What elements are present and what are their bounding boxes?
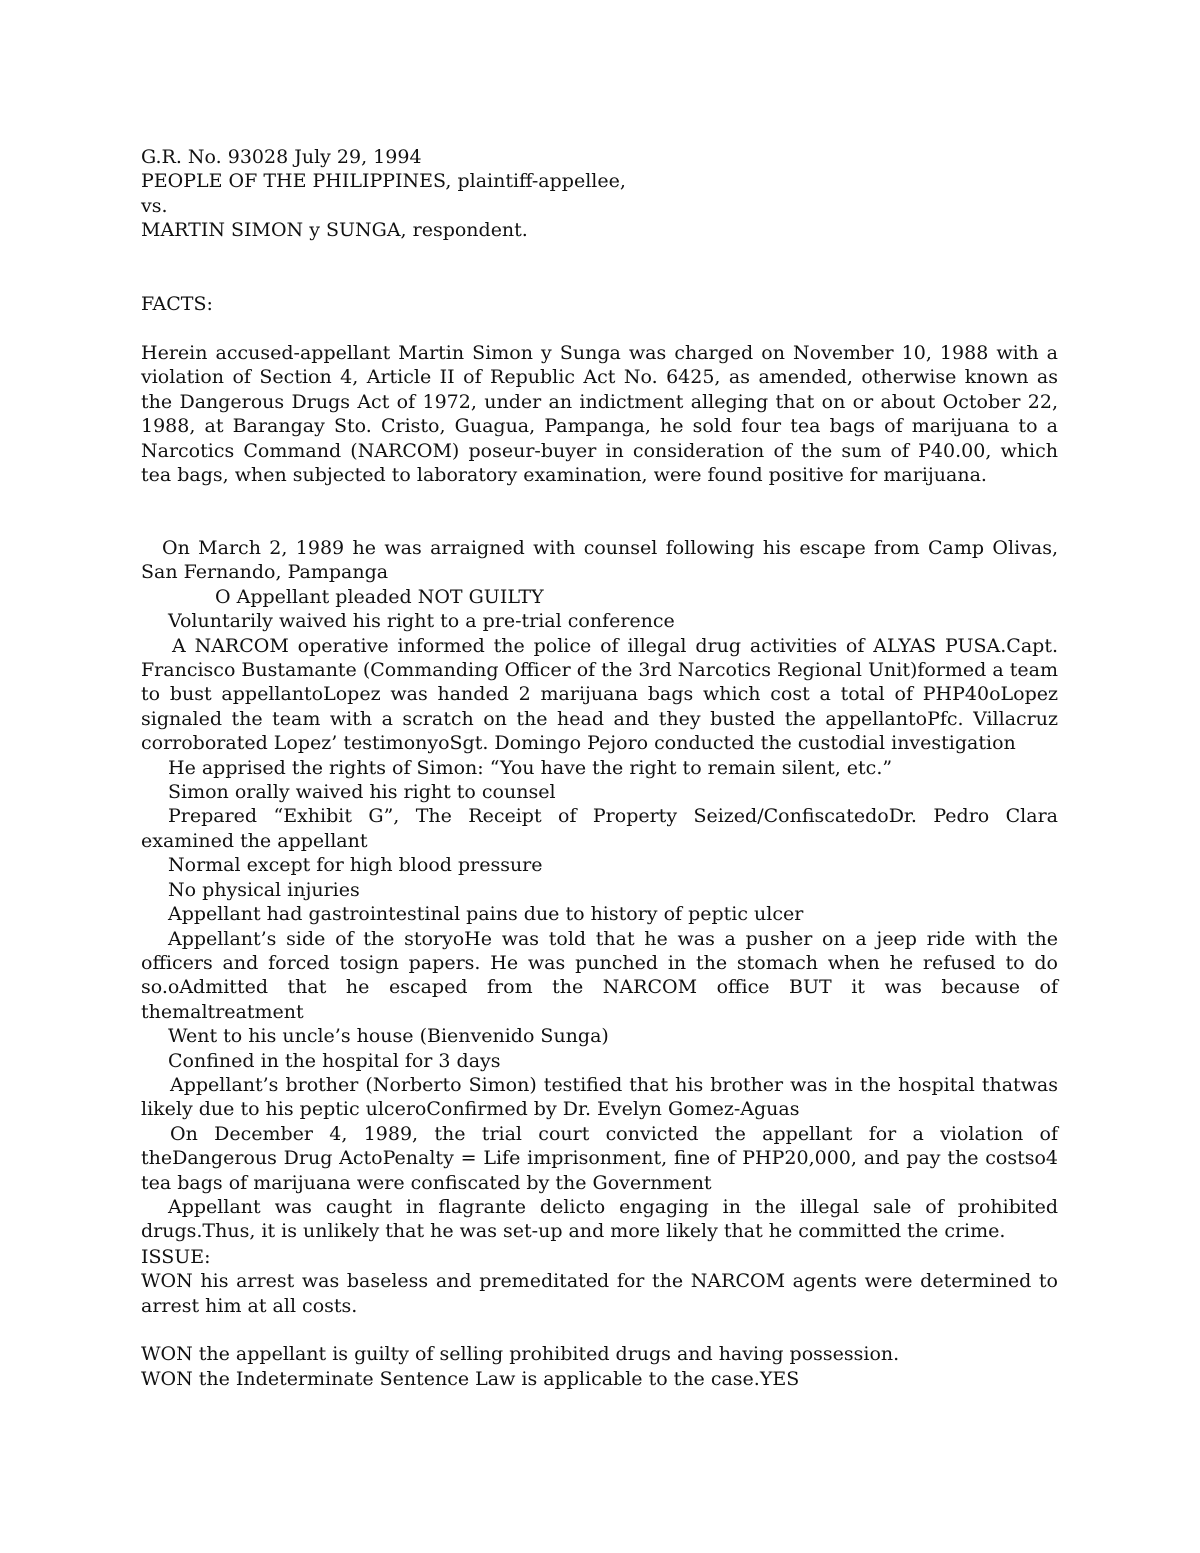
note-item: Appellant was caught in flagrante delicto engaging in the illegal sale of prohibited drugs.Thus, it is unlikely that he was set-up and more likely that he committed the crime.: [141, 1195, 1058, 1243]
respondent-line: MARTIN SIMON y SUNGA, respondent.: [141, 219, 528, 242]
note-item: Prepared “Exhibit G”, The Receipt of Property Seized/ConfiscatedoDr. Pedro Clara examined the appellant: [141, 805, 1058, 852]
note-item: Confined in the hospital for 3 days: [168, 1049, 501, 1072]
notes-section: [141, 536, 1058, 1244]
facts-paragraph: Herein accused-appellant Martin Simon y Sunga was charged on November 10, 1988 with a violation of Section 4, Article II of Republic Act No. 6425, as amended, otherwise known as the Dangerous Drugs Act of 1972, under an indictment alleging that on or about October 22, 1988, at Barangay Sto. Cristo, Guagua, Pampanga, he sold four tea bags of marijuana to a Narcotics Command (NARCOM) poseur-buyer in consideration of the sum of P40.00, which tea bags, when subjected to laboratory examination, were found positive for marijuana.: [141, 342, 1058, 487]
plaintiff-line: PEOPLE OF THE PHILIPPINES, plaintiff-appellee,: [141, 170, 626, 193]
note-item: A NARCOM operative informed the police of illegal drug activities of ALYAS PUSA.Capt. Francisco Bustamante (Commanding Officer of the 3rd Narcotics Regional Unit)formed a team to bust appellantoLopez was handed 2 marijuana bags which cost a total of PHP40oLopez signaled the team with a scratch on the head and they busted the appellantoPfc. Villacruz corroborated Lopez’ testimonyoSgt. Domingo Pejoro conducted the custodial investigation: [141, 634, 1058, 755]
note-item: Appellant’s brother (Norberto Simon) testified that his brother was in the hospital thatwas likely due to his peptic ulceroConfirmed by Dr. Evelyn Gomez-Aguas: [141, 1073, 1058, 1121]
issue-item: WON the appellant is guilty of selling prohibited drugs and having possession.: [141, 1343, 900, 1366]
facts-heading-block: [141, 292, 1058, 316]
versus-line: vs.: [141, 194, 168, 217]
case-header: [141, 145, 1058, 243]
note-item: No physical injuries: [168, 878, 360, 901]
note-item: He apprised the rights of Simon: “You have the right to remain silent, etc.”: [168, 756, 893, 779]
issue-item: WON his arrest was baseless and premeditated for the NARCOM agents were determined to arrest him at all costs.: [141, 1270, 1058, 1317]
case-number: G.R. No. 93028 July 29, 1994: [141, 146, 422, 168]
note-item: Simon orally waived his right to counsel: [168, 781, 556, 804]
facts-heading: FACTS:: [141, 293, 213, 315]
note-item: On December 4, 1989, the trial court convicted the appellant for a violation of theDangerous Drug ActoPenalty = Life imprisonment, fine of PHP20,000, and pay the costso4 tea bags of marijuana were confiscated by the Government: [141, 1122, 1058, 1194]
note-item: O Appellant pleaded NOT GUILTY: [215, 585, 544, 608]
issue-spacer: [141, 1318, 1058, 1342]
note-item: Voluntarily waived his right to a pre-trial conference: [168, 610, 675, 633]
issue-item: WON the Indeterminate Sentence Law is applicable to the case.YES: [141, 1367, 800, 1390]
note-item: Appellant’s side of the storyoHe was told that he was a pusher on a jeep ride with the officers and forced tosign papers. He was punched in the stomach when he refused to do so.oAdmitted that he escaped from the NARCOM office BUT it was because of themaltreatment: [141, 927, 1058, 1023]
issue-heading: ISSUE:: [141, 1246, 211, 1268]
note-item: Went to his uncle’s house (Bienvenido Sunga): [168, 1025, 609, 1048]
note-item: On March 2, 1989 he was arraigned with counsel following his escape from Camp Olivas, San Fernando, Pampanga: [141, 537, 1058, 584]
issue-section: [141, 1245, 1058, 1391]
note-item: Appellant had gastrointestinal pains due to history of peptic ulcer: [168, 903, 804, 926]
note-item: Normal except for high blood pressure: [168, 854, 543, 877]
